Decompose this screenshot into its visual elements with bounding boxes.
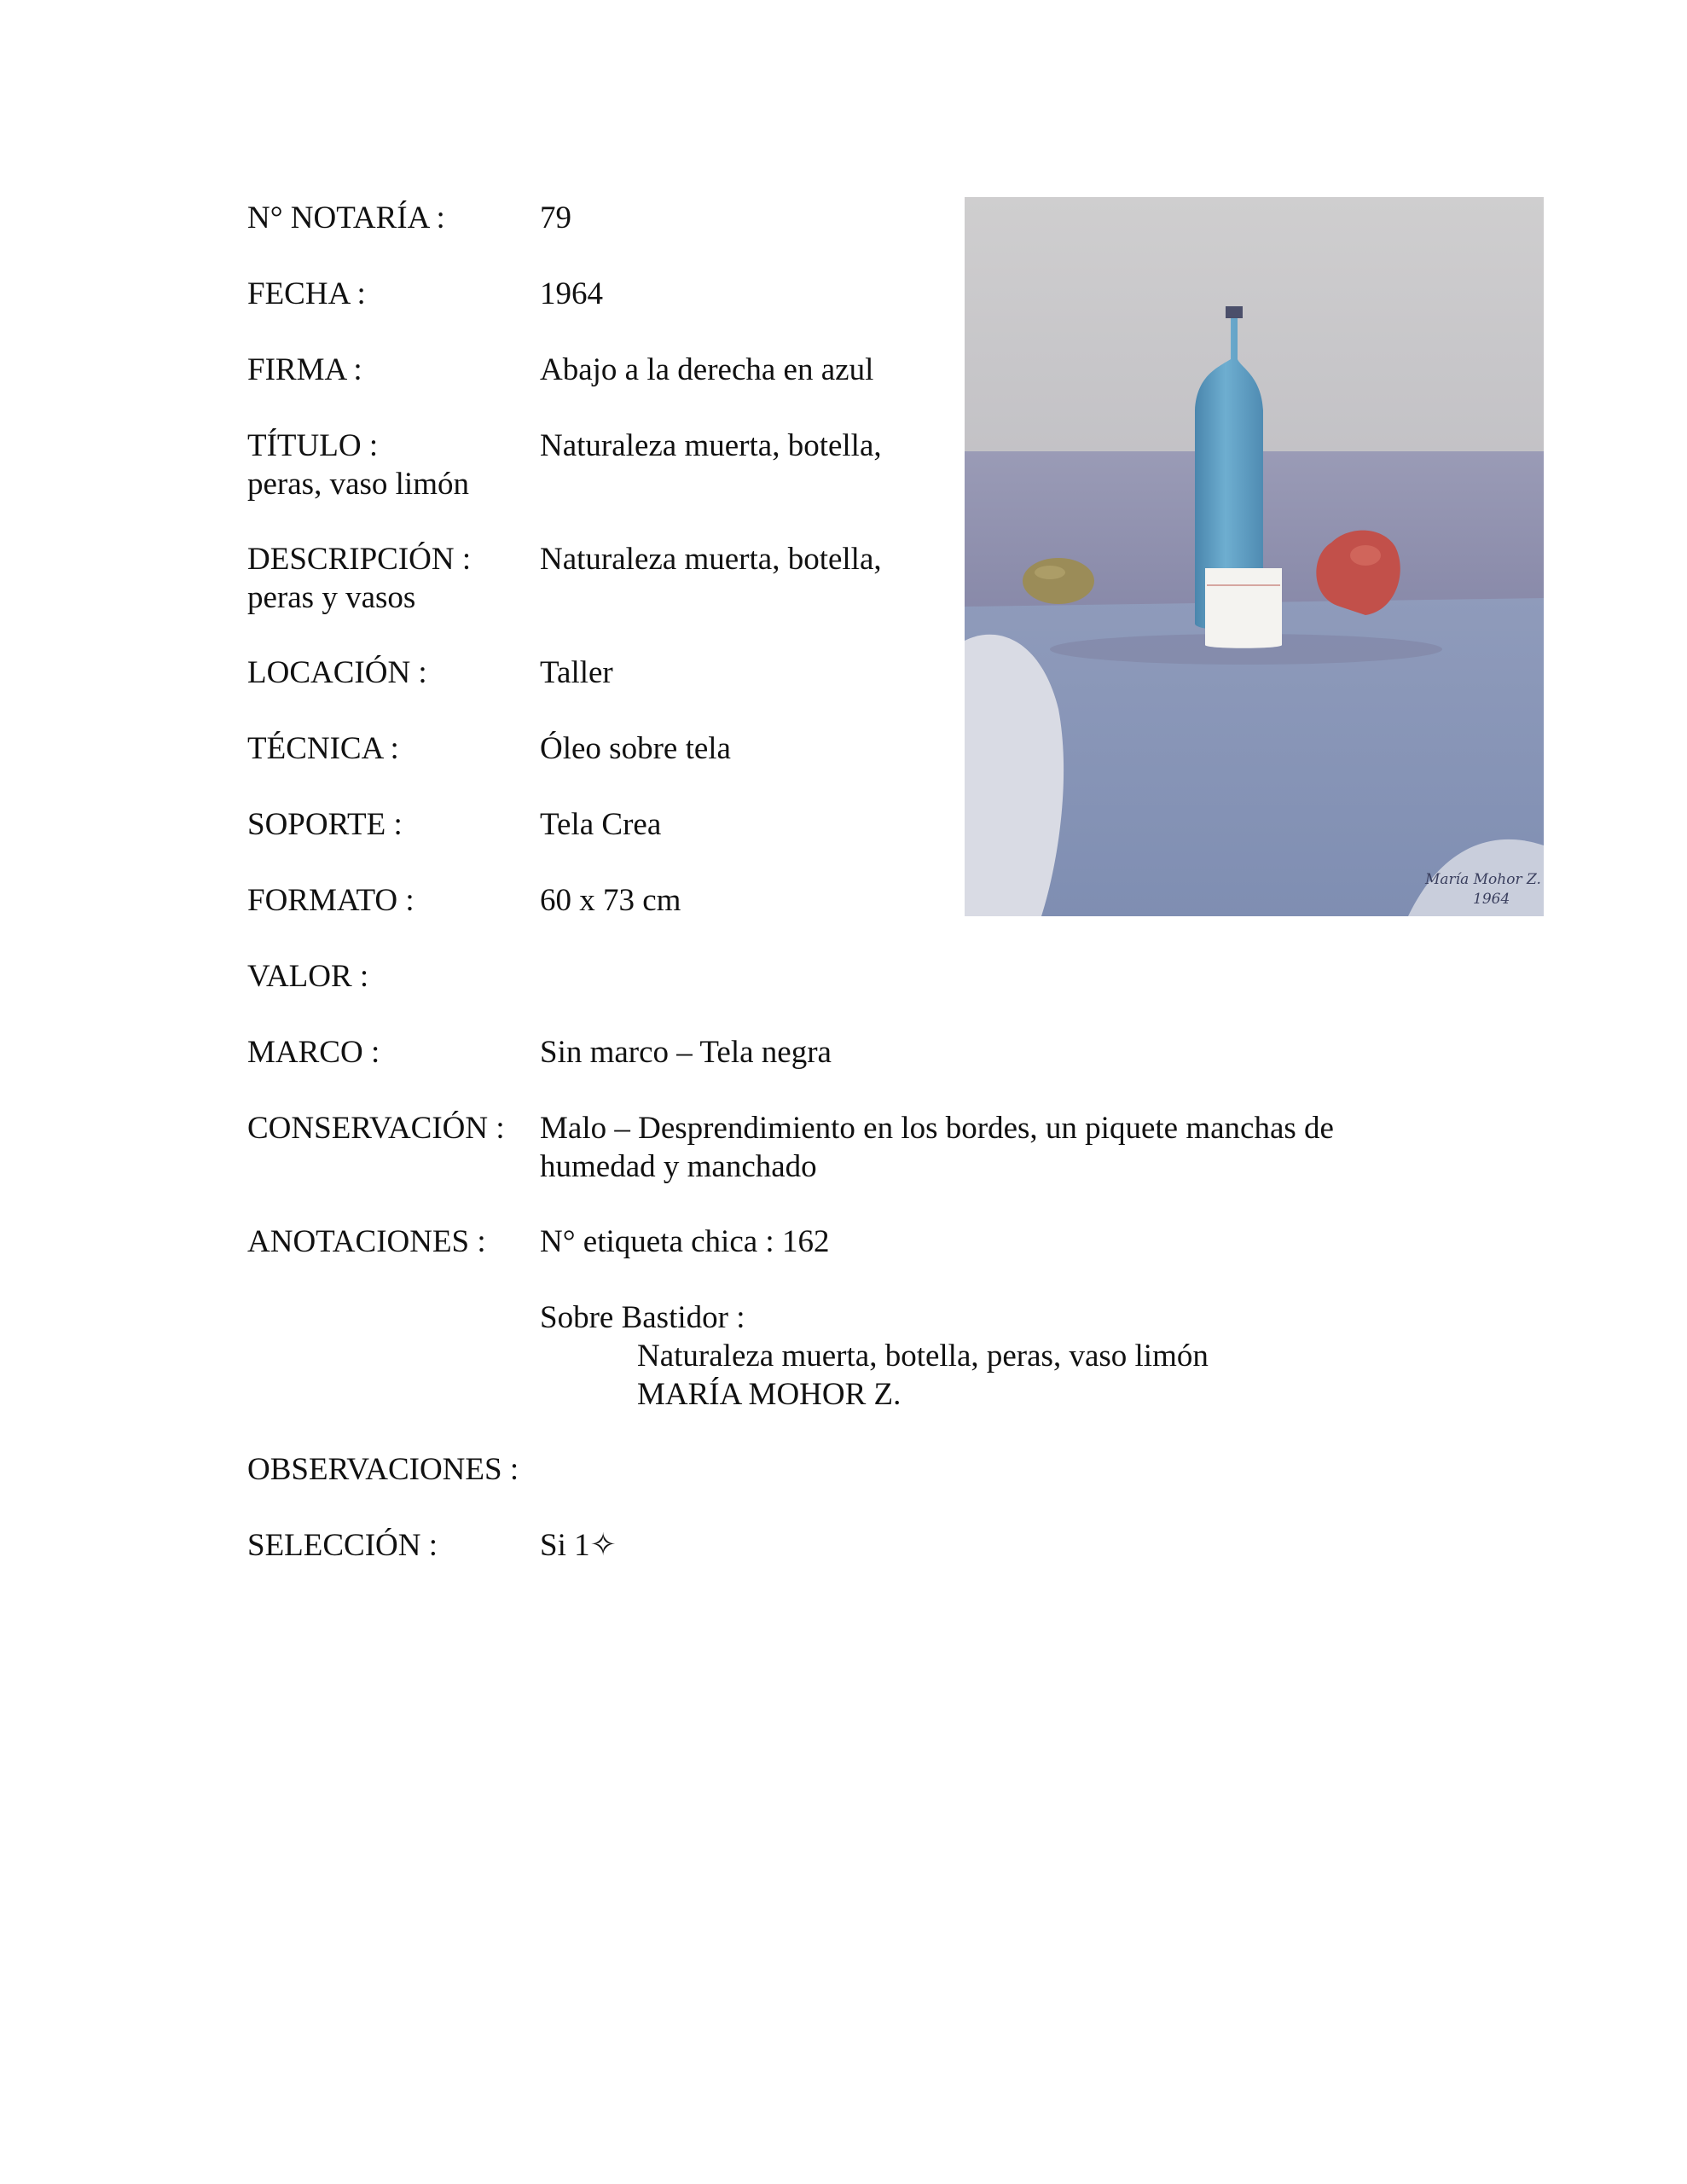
value-seleccion: Si 1✧ [540, 1528, 617, 1563]
value-fecha: 1964 [540, 276, 603, 311]
label-tecnica: TÉCNICA : [247, 731, 399, 766]
painting-signature: María Mohor Z. [1425, 871, 1541, 888]
value-firma: Abajo a la derecha en azul [540, 352, 874, 387]
value-marco: Sin marco – Tela negra [540, 1035, 832, 1070]
label-formato: FORMATO : [247, 883, 415, 918]
label-observaciones: OBSERVACIONES : [247, 1452, 519, 1487]
bottle-cap [1226, 306, 1243, 318]
label-anotaciones: ANOTACIONES : [247, 1224, 486, 1259]
value-anotaciones: N° etiqueta chica : 162 [540, 1224, 830, 1259]
still-life-painting [965, 197, 1544, 916]
pear-highlight [1350, 545, 1381, 566]
label-soporte: SOPORTE : [247, 807, 403, 842]
value-titulo: Naturaleza muerta, botella, [540, 428, 882, 463]
value-locacion: Taller [540, 655, 613, 690]
value-titulo-continuation: peras, vaso limón [247, 467, 469, 502]
bastidor-line-2: MARÍA MOHOR Z. [637, 1377, 901, 1412]
label-locacion: LOCACIÓN : [247, 655, 427, 690]
value-conservacion-line2: humedad y manchado [540, 1149, 817, 1184]
label-valor: VALOR : [247, 959, 369, 994]
value-descripcion-continuation: peras y vasos [247, 580, 416, 615]
label-conservacion: CONSERVACIÓN : [247, 1111, 505, 1146]
value-conservacion: Malo – Desprendimiento en los bordes, un piquete manchas de [540, 1111, 1334, 1146]
painting-photo [965, 197, 1544, 916]
label-fecha: FECHA : [247, 276, 366, 311]
label-descripcion: DESCRIPCIÓN : [247, 542, 472, 577]
value-soporte: Tela Crea [540, 807, 662, 842]
value-formato: 60 x 73 cm [540, 883, 681, 918]
lemon-highlight [1035, 566, 1065, 579]
label-titulo: TÍTULO : [247, 428, 379, 463]
value-notaria: 79 [540, 200, 571, 235]
bastidor-line-1: Naturaleza muerta, botella, peras, vaso limón [637, 1339, 1209, 1374]
bastidor-label: Sobre Bastidor : [540, 1300, 745, 1335]
value-descripcion: Naturaleza muerta, botella, [540, 542, 882, 577]
value-tecnica: Óleo sobre tela [540, 731, 731, 766]
painting-signature-year: 1964 [1473, 891, 1510, 908]
label-firma: FIRMA : [247, 352, 362, 387]
label-marco: MARCO : [247, 1035, 380, 1070]
label-seleccion: SELECCIÓN : [247, 1528, 438, 1563]
label-notaria: N° NOTARÍA : [247, 200, 445, 235]
glass [1205, 568, 1282, 648]
lemon [1023, 558, 1094, 604]
